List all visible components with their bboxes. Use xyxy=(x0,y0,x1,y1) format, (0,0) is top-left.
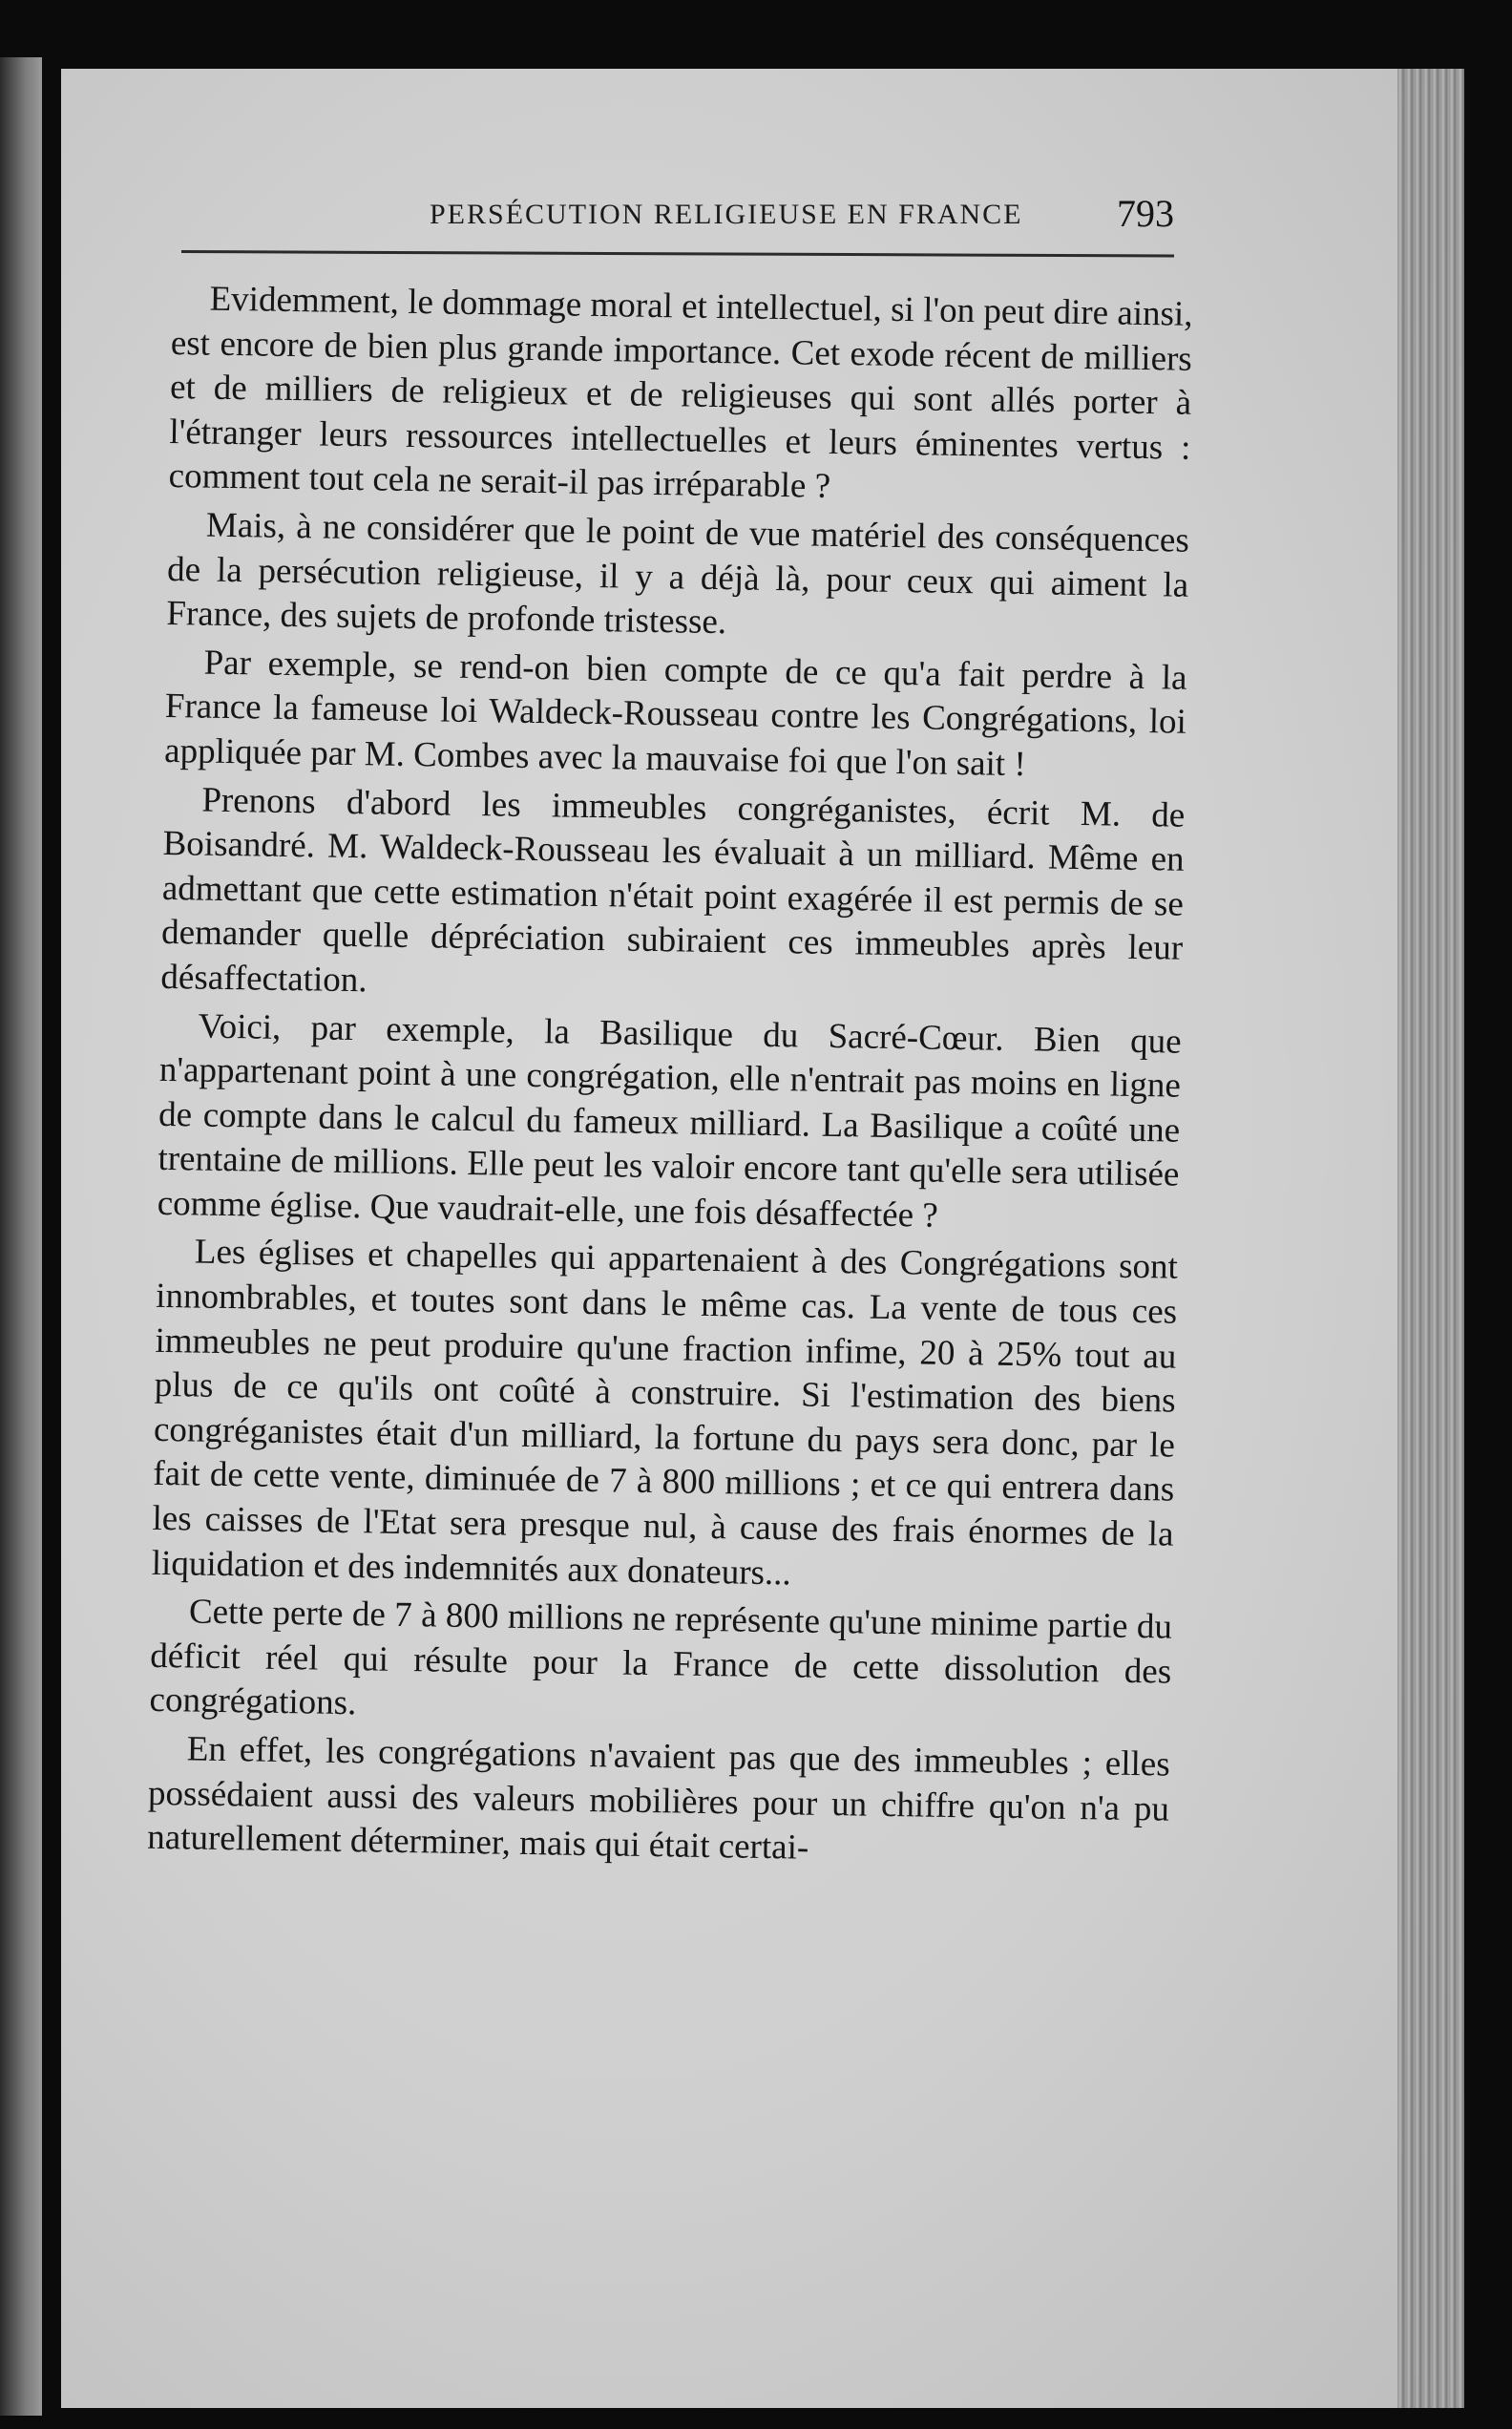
page-header xyxy=(181,191,1174,248)
paragraph: En effet, les congrégations n'avaient pas que des immeubles ; elles possédaient aussi des valeurs mobilières pour un chiffre qu'on n'a pu naturellement déterminer, mais qui était certai- xyxy=(147,1729,1170,1868)
running-title: PERSÉCUTION RELIGIEUSE EN FRANCE xyxy=(430,199,1023,230)
paragraph: Par exemple, se rend-on bien compte de ce qu'a fait perdre à la France la fameuse loi Waldeck-Rousseau contre les Congrégations, loi appliquée par M. Combes avec la mauvaise foi que l'on sait ! xyxy=(163,643,1187,785)
paragraph: Evidemment, le dommage moral et intellectuel, si l'on peut dire ainsi, est encore de bien plus grande importance. Cet exode récent de milliers et de milliers de religieux et de religieuses qui sont allés porter à l'étranger leurs ressources intellectuelles et leurs éminentes vertus : comment tout cela ne serait-il pas irréparable ? xyxy=(168,279,1193,507)
paragraph: Prenons d'abord les immeubles congréganistes, écrit M. de Boisandré. M. Waldeck-Rousseau les évaluait à un milliard. Même en admettant que cette estimation n'était point exagérée il est permis de se demander quelle dépréciation subiraient ces immeubles après leur désaffectation. xyxy=(160,780,1186,1001)
paragraph: Mais, à ne considérer que le point de vue matériel des conséquences de la persécution religieuse, il y a déjà là, pour ceux qui aiment la France, des sujets de profonde tristesse. xyxy=(166,505,1190,643)
page-stack-edge xyxy=(1397,69,1464,2408)
body-text xyxy=(147,277,1193,1876)
previous-page-edge xyxy=(0,57,42,2416)
paragraph: Voici, par exemple, la Basilique du Sacré-Cœur. Bien que n'appartenant point à une congrégation, elle n'entrait pas moins en ligne de compte dans le calcul du fameux milliard. La Basilique a coûté une trentaine de millions. Elle peut les valoir encore tant qu'elle sera utilisée comme église. Que vaudrait-elle, une fois désaffectée ? xyxy=(157,1006,1182,1236)
paragraph: Les églises et chapelles qui appartenaient à des Congrégations sont innombrables, et toutes sont dans le même cas. La vente de tous ces immeubles ne peut produire qu'une fraction infime, 20 à 25% tout au plus de ce qu'ils ont coûté à construire. Si l'estimation des biens congréganistes était d'un milliard, la fortune du pays sera donc, par le fait de cette vente, diminuée de 7 à 800 millions ; et ce qui entrera dans les caisses de l'Etat sera presque nul, à cause des frais énormes de la liquidation et des indemnités aux donateurs... xyxy=(151,1232,1179,1593)
page-number: 793 xyxy=(1117,192,1174,235)
paragraph: Cette perte de 7 à 800 millions ne représente qu'une minime partie du déficit réel qui résulte pour la France de cette dissolution des congrégations. xyxy=(149,1592,1173,1723)
